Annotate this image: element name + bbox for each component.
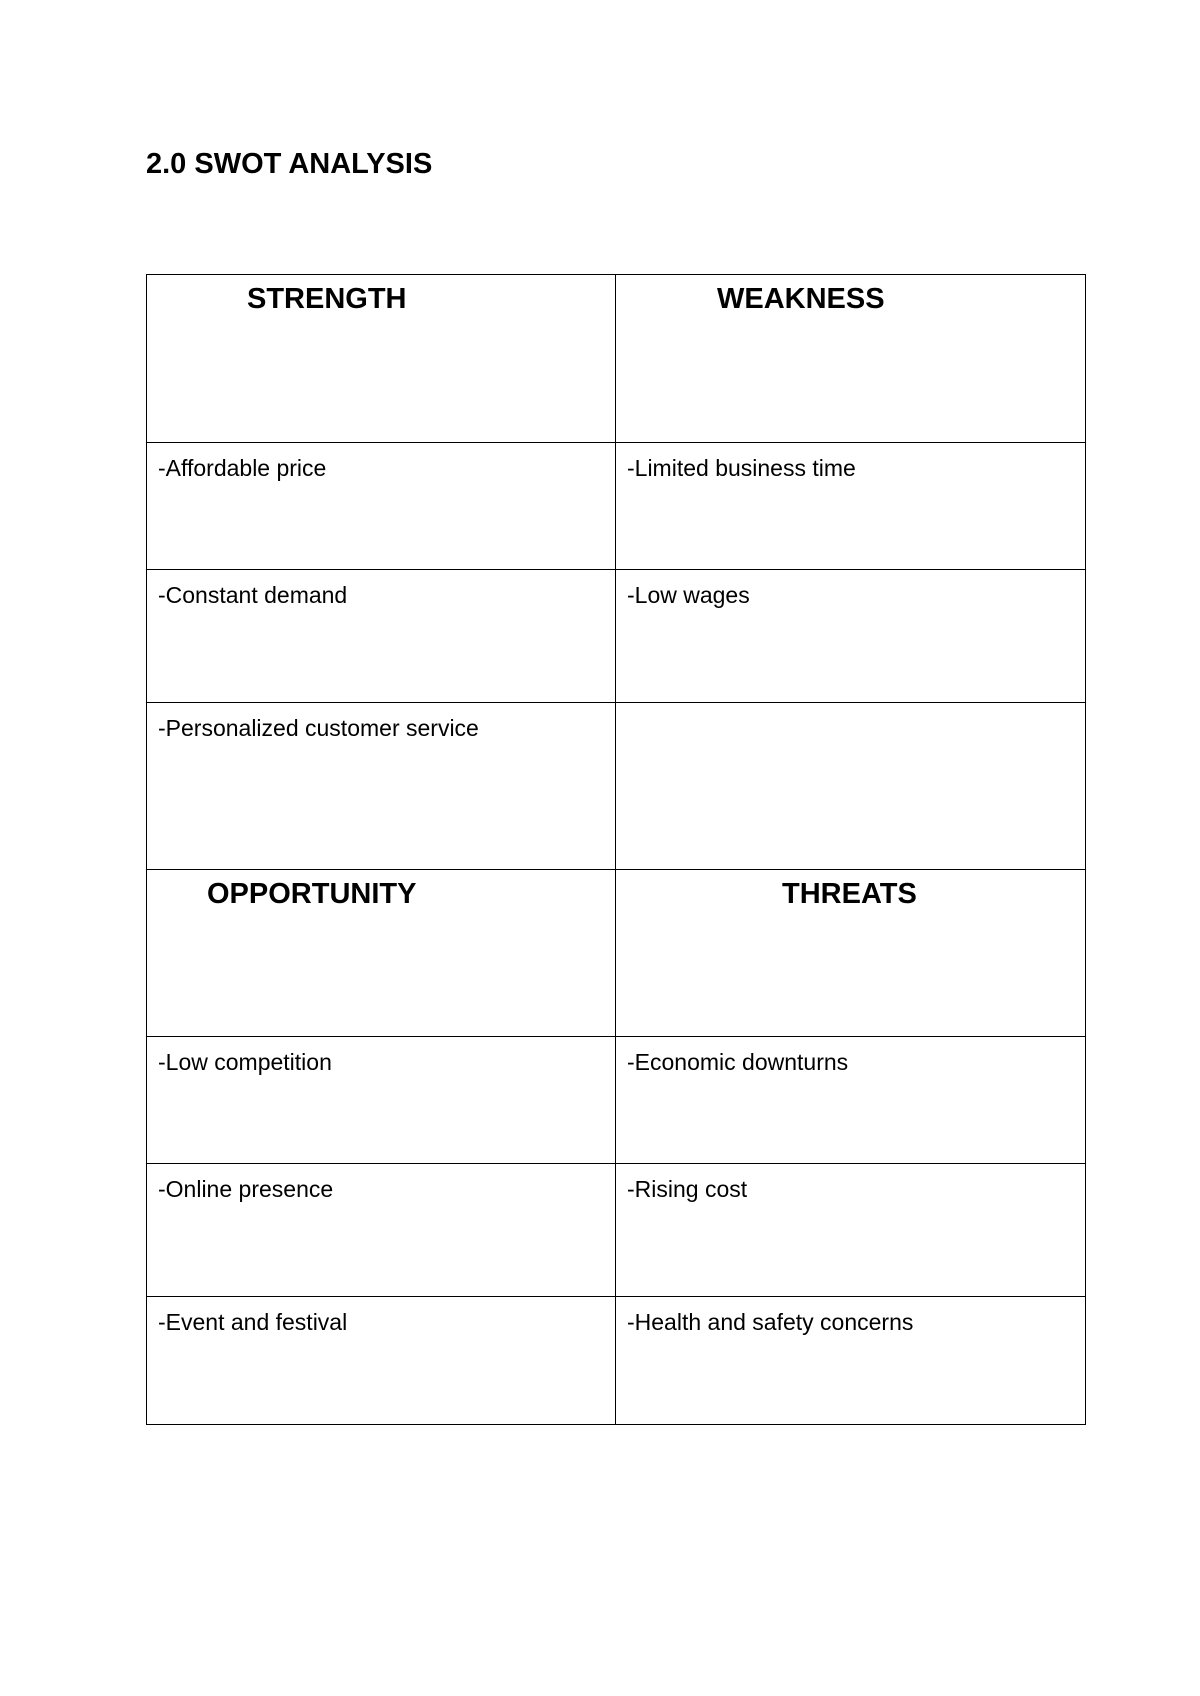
table-row <box>147 275 1086 443</box>
weakness-heading-cell <box>616 275 1086 443</box>
opportunity-heading: OPPORTUNITY <box>207 878 417 910</box>
strength-item: -Constant demand <box>158 582 348 608</box>
opportunity-cell <box>147 1164 616 1297</box>
page-title: 2.0 SWOT ANALYSIS <box>146 148 433 180</box>
opportunity-item: -Online presence <box>158 1176 334 1202</box>
table-row <box>147 1037 1086 1164</box>
weakness-item: -Limited business time <box>627 455 856 481</box>
threats-heading-cell <box>616 870 1086 1037</box>
threat-cell <box>616 1037 1086 1164</box>
threat-item: -Rising cost <box>627 1176 748 1202</box>
opportunity-item: -Low competition <box>158 1049 332 1075</box>
table-row <box>147 703 1086 870</box>
table-row <box>147 1297 1086 1425</box>
strength-item: -Personalized customer service <box>158 715 479 741</box>
strength-cell <box>147 703 616 870</box>
threat-item: -Economic downturns <box>627 1049 849 1075</box>
strength-cell <box>147 443 616 570</box>
weakness-heading: WEAKNESS <box>717 283 885 315</box>
table-row <box>147 870 1086 1037</box>
threat-item: -Health and safety concerns <box>627 1309 914 1335</box>
table-row <box>147 443 1086 570</box>
strength-item: -Affordable price <box>158 455 327 481</box>
weakness-cell <box>616 570 1086 703</box>
weakness-item <box>616 703 1085 717</box>
opportunity-cell <box>147 1297 616 1425</box>
threat-cell <box>616 1164 1086 1297</box>
threats-heading: THREATS <box>782 878 917 910</box>
strength-cell <box>147 570 616 703</box>
opportunity-item: -Event and festival <box>158 1309 348 1335</box>
strength-heading-cell <box>147 275 616 443</box>
weakness-cell <box>616 443 1086 570</box>
threat-cell <box>616 1297 1086 1425</box>
table-row <box>147 1164 1086 1297</box>
strength-heading: STRENGTH <box>247 283 407 315</box>
weakness-item: -Low wages <box>627 582 750 608</box>
swot-table <box>146 274 1086 1425</box>
opportunity-cell <box>147 1037 616 1164</box>
weakness-cell <box>616 703 1086 870</box>
opportunity-heading-cell <box>147 870 616 1037</box>
table-row <box>147 570 1086 703</box>
